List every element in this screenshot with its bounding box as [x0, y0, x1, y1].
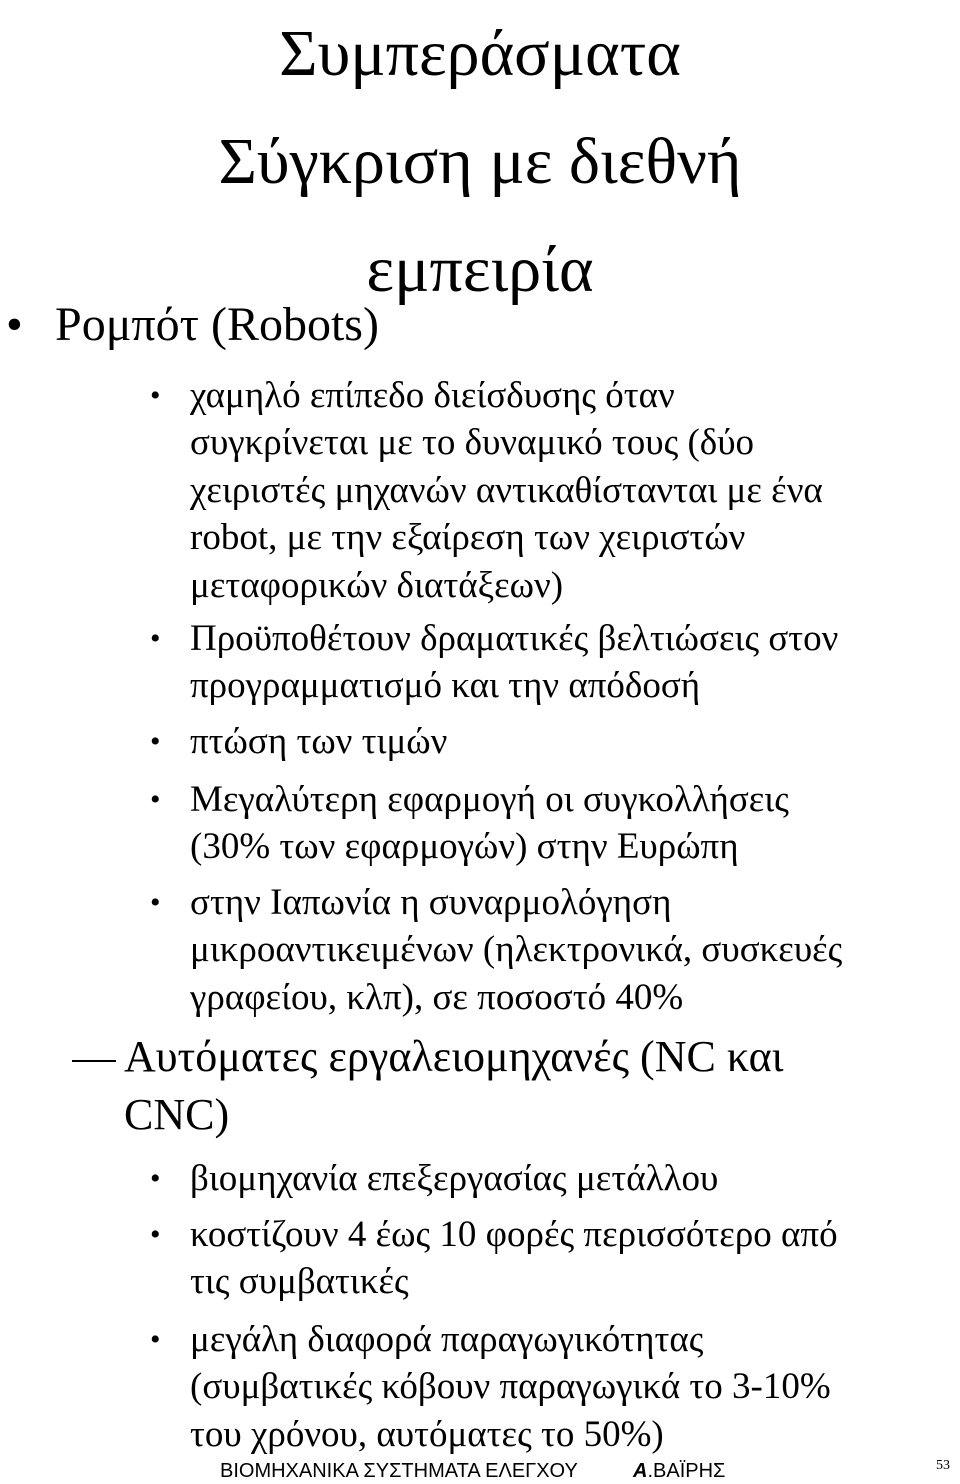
footer-course-title: ΒΙΟΜΗΧΑΝΙΚΑ ΣΥΣΤΗΜΑΤΑ ΕΛΕΓΧΟΥ — [220, 1460, 578, 1482]
bullet-icon: • — [150, 622, 161, 655]
slide-title — [0, 0, 960, 324]
bullet-icon: • — [150, 725, 161, 758]
footer-author-initial: Α — [633, 1460, 648, 1482]
dash-icon — [72, 1060, 116, 1062]
bullet-icon: • — [150, 886, 161, 919]
footer-author — [633, 1460, 725, 1483]
machine-tools-point-2: κοστίζουν 4 έως 10 φορές περισσότερο από τις συμβατικές — [190, 1214, 838, 1303]
bullet-icon: • — [150, 379, 161, 412]
robots-heading: Ρομπότ (Robots) — [55, 298, 379, 351]
slide-footer — [0, 1458, 960, 1484]
title-line-2: Σύγκριση με διεθνή — [218, 125, 742, 198]
robots-point-3: πτώση των τιμών — [190, 721, 448, 762]
robots-point-1: χαμηλό επίπεδο διείσδυσης όταν συγκρίνεται με το δυναμικό τους (δύο χειριστές μηχανών αντικαθίστανται με ένα robot, με την εξαίρεση των χειριστών μεταφορικών διατάξεων) — [190, 375, 823, 606]
machine-tools-point-3: μεγάλη διαφορά παραγωγικότητας (συμβατικές κόβουν παραγωγικά το 3-10% του χρόνου, αυτόματες το 50%) — [190, 1319, 831, 1455]
machine-tools-point-1: βιομηχανία επεξεργασίας μετάλλου — [190, 1158, 719, 1199]
bullet-icon: • — [150, 783, 161, 816]
robots-point-5: στην Ιαπωνία η συναρμολόγηση μικροαντικειμένων (ηλεκτρονικά, συσκευές γραφείου, κλπ), σε ποσοστό 40% — [190, 882, 843, 1018]
machine-tools-heading: Αυτόματες εργαλειομηχανές (NC και CNC) — [124, 1032, 784, 1139]
bullet-icon: • — [150, 1162, 161, 1195]
bullet-icon: • — [6, 298, 23, 351]
robots-point-2: Προϋποθέτουν δραματικές βελτιώσεις στον προγραμματισμό και την απόδοσή — [190, 618, 839, 707]
title-line-3: εμπειρία — [366, 233, 594, 306]
footer-author-name: .ΒΑΪΡΗΣ — [647, 1460, 726, 1482]
title-line-1: Συμπεράσματα — [279, 17, 681, 90]
bullet-icon: • — [150, 1218, 161, 1251]
page-number: 53 — [936, 1458, 950, 1473]
robots-point-4: Μεγαλύτερη εφαρμογή οι συγκολλήσεις (30% των εφαρμογών) στην Ευρώπη — [190, 779, 789, 868]
bullet-icon: • — [150, 1323, 161, 1356]
